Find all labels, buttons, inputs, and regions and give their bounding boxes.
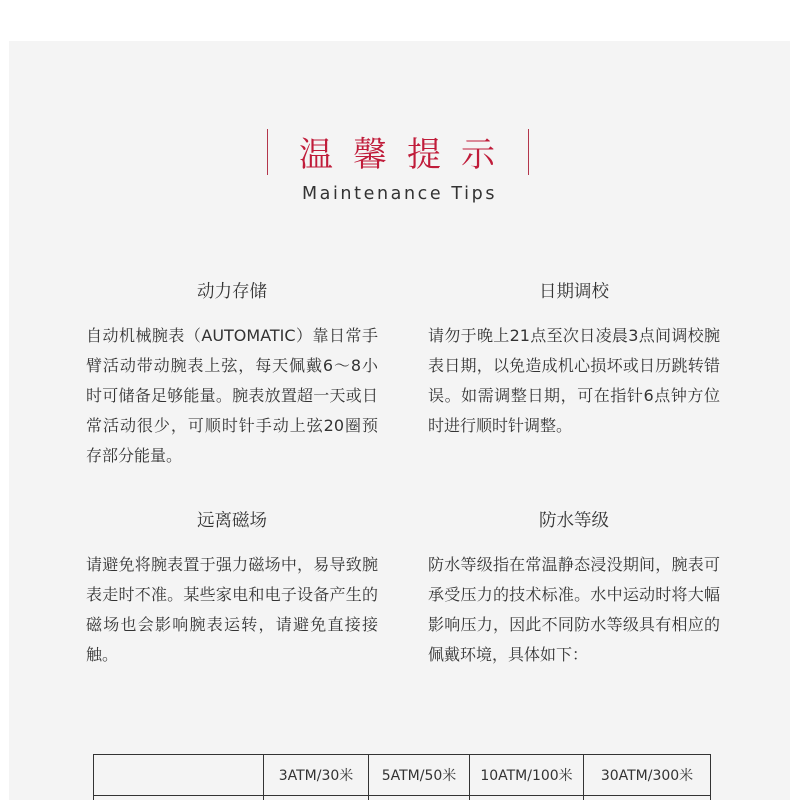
section-body: 请勿于晚上21点至次日凌晨3点间调校腕表日期，以免造成机心损坏或日历跳转错误。如需调整日期，可在指针6点钟方位时进行顺时针调整。 [428, 326, 720, 435]
title-right-divider [528, 129, 529, 175]
section-body: 自动机械腕表（AUTOMATIC）靠日常手臂活动带动腕表上弦，每天佩戴6～8小时可储备足够能量。腕表放置超一天或日常活动很少，可顺时针手动上弦20圈预存部分能量。 [86, 326, 378, 465]
section-heading: 日期调校 [539, 282, 609, 302]
section-magnetic-field [86, 509, 378, 670]
table-header-cell [94, 755, 264, 796]
table-cell [369, 796, 470, 800]
section-heading: 防水等级 [539, 511, 609, 531]
content-panel [9, 41, 790, 800]
table-row [94, 796, 711, 800]
section-power-reserve [86, 280, 378, 471]
table-cell [584, 796, 711, 800]
table-cell [264, 796, 369, 800]
table-header-row [94, 755, 711, 796]
water-resistance-table [93, 754, 711, 800]
page-subtitle: Maintenance Tips [301, 184, 498, 204]
table-header-cell: 3ATM/30米 [264, 755, 369, 796]
section-heading: 动力存储 [197, 282, 267, 302]
page-title: 温馨提示 [299, 135, 515, 175]
table-cell [94, 796, 264, 800]
table-header-cell: 30ATM/300米 [584, 755, 711, 796]
section-body: 防水等级指在常温静态浸没期间，腕表可承受压力的技术标准。水中运动时将大幅影响压力，因此不同防水等级具有相应的佩戴环境，具体如下： [428, 555, 720, 664]
section-water-resistance [428, 509, 720, 670]
section-date-setting [428, 280, 720, 441]
section-body: 请避免将腕表置于强力磁场中，易导致腕表走时不准。某些家电和电子设备产生的磁场也会影响腕表运转，请避免直接接触。 [86, 555, 378, 664]
title-left-divider [267, 129, 268, 175]
table-header-cell: 5ATM/50米 [369, 755, 470, 796]
table-header-cell: 10ATM/100米 [470, 755, 584, 796]
table-cell [470, 796, 584, 800]
section-heading: 远离磁场 [197, 511, 267, 531]
